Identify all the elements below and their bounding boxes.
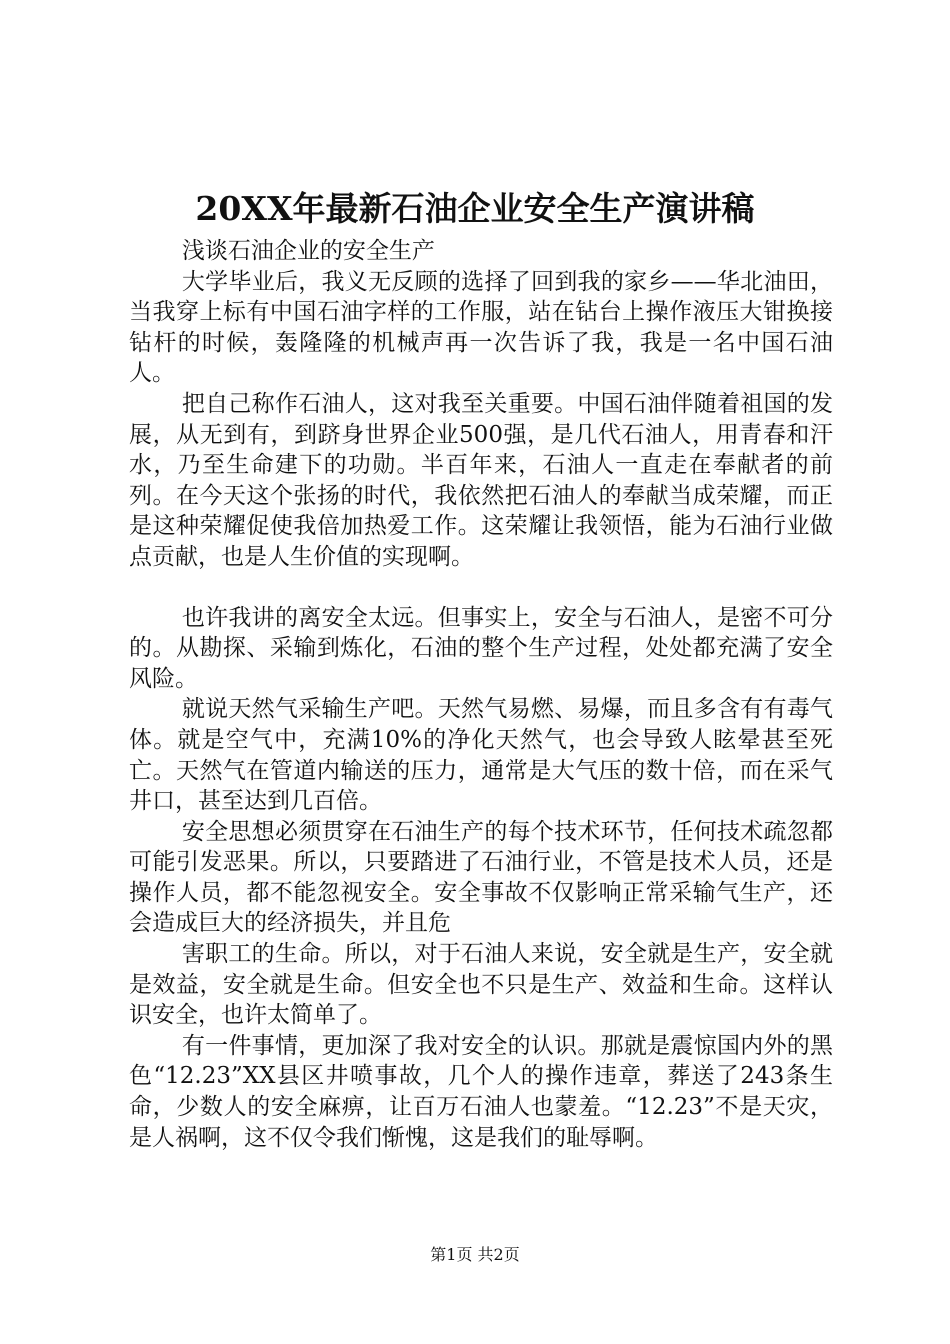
paragraph: 害职工的生命。所以，对于石油人来说，安全就是生产，安全就是效益，安全就是生命。但安全也不只是生产、效益和生命。这样认识安全，也许太简单了。 — [129, 941, 833, 1029]
paragraph-subtitle: 浅谈石油企业的安全生产 — [181, 238, 435, 264]
paragraph: 也许我讲的离安全太远。但事实上，安全与石油人，是密不可分的。从勘探、采输到炼化，石油的整个生产过程，处处都充满了安全风险。 — [129, 604, 833, 692]
paragraph: 把自己称作石油人，这对我至关重要。中国石油伴随着祖国的发展，从无到有，到跻身世界企业500强，是几代石油人，用青春和汗水，乃至生命建下的功勋。半百年来，石油人一直走在奉献者的前列。在今天这个张扬的时代，我依然把石油人的奉献当成荣耀，而正是这种荣耀促使我倍加热爱工作。这荣耀让我领悟，能为石油行业做点贡献，也是人生价值的实现啊。 — [129, 390, 833, 570]
page-footer: 第1页 共2页 — [430, 1245, 520, 1264]
paragraph: 就说天然气采输生产吧。天然气易燃、易爆，而且多含有有毒气体。就是空气中，充满10%的净化天然气，也会导致人眩晕甚至死亡。天然气在管道内输送的压力，通常是大气压的数十倍，而在采气井口，甚至达到几百倍。 — [129, 696, 833, 815]
document-body — [129, 236, 833, 1153]
paragraph: 有一件事情，更加深了我对安全的认识。那就是震惊国内外的黑色“12.23”XX县区井喷事故，几个人的操作违章，葬送了243条生命，少数人的安全麻痹，让百万石油人也蒙羞。“12.23”不是天灾，是人祸啊，这不仅令我们惭愧，这是我们的耻辱啊。 — [129, 1032, 833, 1151]
paragraph: 安全思想必须贯穿在石油生产的每个技术环节，任何技术疏忽都可能引发恶果。所以，只要踏进了石油行业，不管是技术人员，还是操作人员，都不能忽视安全。安全事故不仅影响正常采输气生产，还会造成巨大的经济损失，并且危 — [129, 818, 833, 937]
document-title: 20XX年最新石油企业安全生产演讲稿 — [195, 189, 755, 228]
paragraph: 大学毕业后，我义无反顾的选择了回到我的家乡——华北油田，当我穿上标有中国石油字样的工作服，站在钻台上操作液压大钳换接钻杆的时候，轰隆隆的机械声再一次告诉了我，我是一名中国石油人。 — [129, 268, 833, 387]
